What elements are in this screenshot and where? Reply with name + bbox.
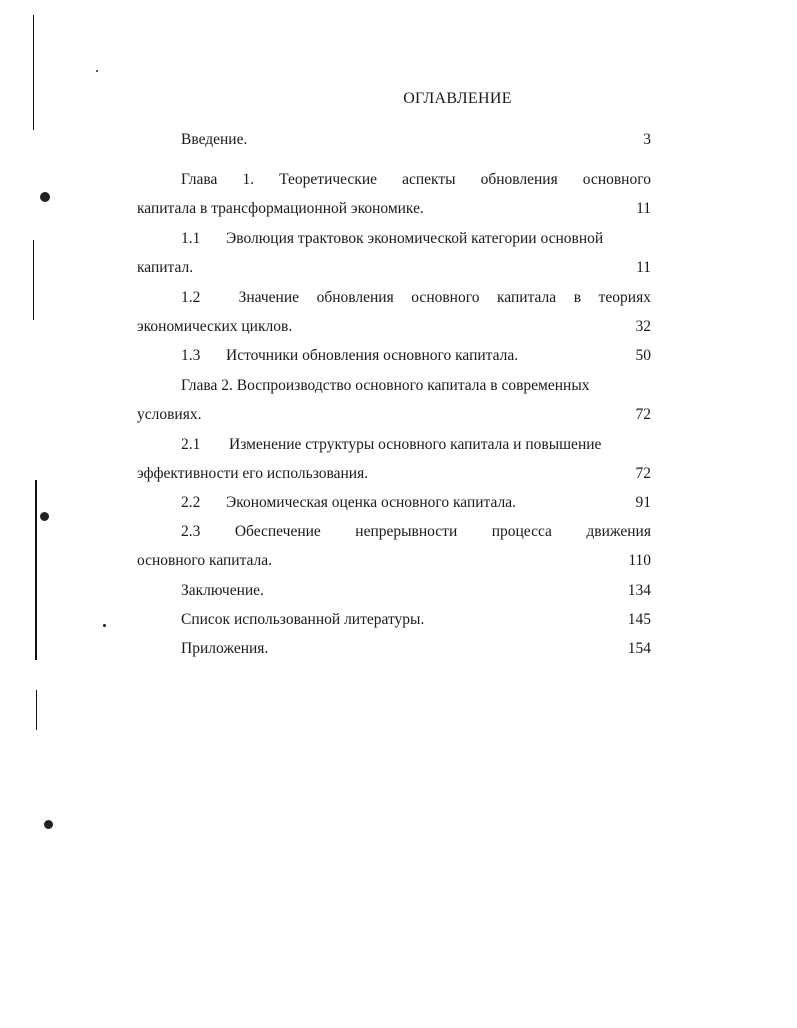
word: Значение xyxy=(238,289,300,306)
word: движения xyxy=(586,523,651,540)
toc-s11-line1 xyxy=(181,229,603,249)
word: обновления xyxy=(316,289,394,306)
word: в xyxy=(573,289,582,306)
toc-literature-label: Список использованной литературы. xyxy=(181,611,425,628)
toc-s13-line xyxy=(181,346,518,366)
toc-conclusion-page: 134 xyxy=(627,582,651,599)
section-number: 2.2 xyxy=(181,494,201,511)
toc-ch2-page: 72 xyxy=(635,406,651,423)
word: аспекты xyxy=(402,171,456,188)
scan-margin-line xyxy=(35,480,37,660)
toc-ch1-line1 xyxy=(181,170,651,190)
word: капитала xyxy=(497,289,557,306)
word: теориях xyxy=(598,289,651,306)
scan-speck xyxy=(40,192,50,202)
word: Глава xyxy=(181,171,218,188)
toc-conclusion-label: Заключение. xyxy=(181,582,264,599)
section-text: Эволюция трактовок экономической категории основной xyxy=(226,230,604,247)
page-title: ОГЛАВЛЕНИЕ xyxy=(403,90,512,107)
toc-s13-page: 50 xyxy=(635,347,651,364)
scan-margin-line xyxy=(36,690,37,730)
toc-s11-page: 11 xyxy=(636,259,651,276)
toc-appendix-page: 154 xyxy=(627,640,651,657)
toc-s21-line2: эффективности его использования. xyxy=(137,465,369,482)
section-number: 2.1 xyxy=(181,436,201,453)
toc-s23-line2: основного капитала. xyxy=(137,552,273,569)
toc-s23-page: 110 xyxy=(628,552,651,569)
section-number: 1.1 xyxy=(181,230,201,247)
toc-s22-page: 91 xyxy=(635,494,651,511)
section-text: Экономическая оценка основного капитала. xyxy=(226,494,517,511)
scan-margin-line xyxy=(33,240,34,320)
toc-ch1-page: 11 xyxy=(636,200,651,217)
toc-literature-page: 145 xyxy=(627,611,651,628)
section-text: Изменение структуры основного капитала и повышение xyxy=(229,436,602,453)
section-number: 2.3 xyxy=(181,523,201,540)
toc-s12-page: 32 xyxy=(635,318,651,335)
section-number: 1.3 xyxy=(181,347,201,364)
word: основного xyxy=(411,289,480,306)
word: Обеспечение xyxy=(234,523,321,540)
scan-margin-line xyxy=(33,15,34,130)
scan-speck xyxy=(103,624,106,627)
toc-s21-line1 xyxy=(181,435,601,455)
word: процесса xyxy=(491,523,552,540)
toc-ch1-line2: капитала в трансформационной экономике. xyxy=(137,200,424,217)
toc-appendix-label: Приложения. xyxy=(181,640,269,657)
toc-ch2-line2: условиях. xyxy=(137,406,202,423)
toc-intro-page: 3 xyxy=(643,131,651,148)
scan-speck xyxy=(96,70,98,72)
word: непрерывности xyxy=(355,523,458,540)
word: обновления xyxy=(480,171,558,188)
toc-intro-label: Введение. xyxy=(181,131,248,148)
toc-s11-line2: капитал. xyxy=(137,259,194,276)
section-number: 1.2 xyxy=(181,289,201,306)
word: основного xyxy=(582,171,651,188)
toc-s12-line1 xyxy=(181,288,651,308)
toc-s12-line2: экономических циклов. xyxy=(137,318,293,335)
toc-s21-page: 72 xyxy=(635,465,651,482)
scan-speck xyxy=(40,512,49,521)
scan-speck xyxy=(44,820,53,829)
toc-s22-line xyxy=(181,493,516,513)
word: 1. xyxy=(242,171,255,188)
word: Теоретические xyxy=(279,171,378,188)
section-text: Источники обновления основного капитала. xyxy=(226,347,519,364)
toc-ch2-line1: Глава 2. Воспроизводство основного капитала в современных xyxy=(181,377,590,394)
toc-s23-line1 xyxy=(181,522,651,542)
